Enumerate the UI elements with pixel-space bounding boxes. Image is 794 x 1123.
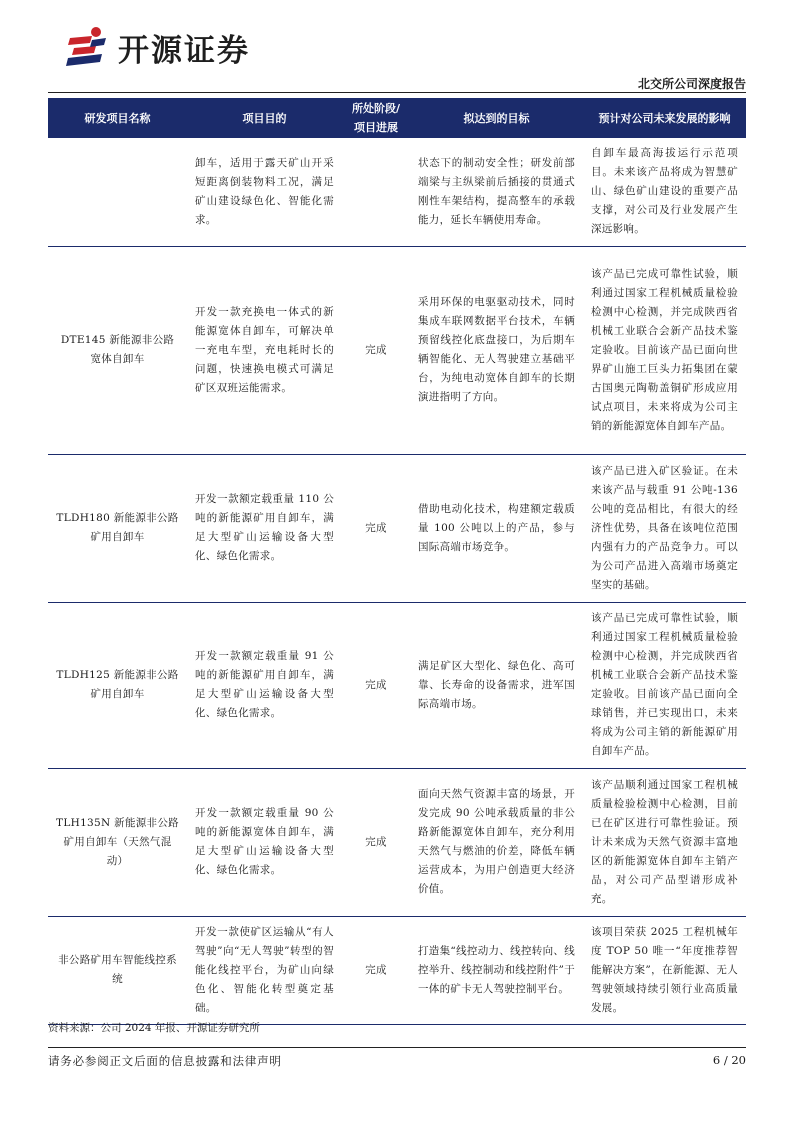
column-header: 研发项目名称	[48, 98, 187, 138]
cell-purpose: 开发一款额定载重量 91 公吨的新能源矿用自卸车，满足大型矿山运输设备大型化、绿色化需求。	[187, 602, 342, 768]
table-row	[48, 916, 746, 1024]
cell-stage: 完成	[342, 246, 410, 454]
cell-name: TLDH125 新能源非公路矿用自卸车	[48, 602, 187, 768]
cell-goal: 打造集“线控动力、线控转向、线控举升、线控制动和线控附件”于一体的矿卡无人驾驶控制平台。	[410, 916, 583, 1024]
column-header: 项目目的	[187, 98, 342, 138]
stage-header-line2: 项目进展	[354, 121, 398, 134]
cell-goal: 面向天然气资源丰富的场景，开发完成 90 公吨承载质量的非公路新能源宽体自卸车，充分利用天然气与燃油的价差，降低车辆运营成本，为用户创造更大经济价值。	[410, 768, 583, 916]
table-row	[48, 768, 746, 916]
table-row	[48, 602, 746, 768]
table-row	[48, 246, 746, 454]
cell-stage: 完成	[342, 454, 410, 602]
report-type: 北交所公司深度报告	[637, 77, 746, 91]
footer-disclaimer: 请务必参阅正文后面的信息披露和法律声明	[48, 1054, 282, 1068]
cell-impact: 该产品顺利通过国家工程机械质量检验检测中心检测，目前已在矿区进行可靠性验证。预计未来成为天然气资源丰富地区的新能源宽体自卸车主销产品，对公司产品型谱形成补充。	[583, 768, 746, 916]
cell-impact: 该产品已完成可靠性试验，顺利通过国家工程机械质量检验检测中心检测，并完成陕西省机械工业联合会新产品技术鉴定验收。目前该产品已面向全球销售，并已实现出口，未来将成为公司主销的新能源矿用自卸车产品。	[583, 602, 746, 768]
cell-purpose: 开发一款额定载重量 110 公吨的新能源矿用自卸车，满足大型矿山运输设备大型化、绿色化需求。	[187, 454, 342, 602]
column-header: 预计对公司未来发展的影响	[583, 98, 746, 138]
table-row	[48, 454, 746, 602]
footer-divider	[48, 1047, 746, 1048]
stage-header-line1: 所处阶段/	[351, 102, 401, 115]
column-header: 拟达到的目标	[410, 98, 583, 138]
cell-purpose: 开发一款充换电一体式的新能源宽体自卸车，可解决单一充电车型，充电耗时长的问题，快速换电模式可满足矿区双班运能需求。	[187, 246, 342, 454]
table-header-row	[48, 98, 746, 138]
cell-purpose: 开发一款额定载重量 90 公吨的新能源宽体自卸车，满足大型矿山运输设备大型化、绿色化需求。	[187, 768, 342, 916]
cell-name: TLDH180 新能源非公路矿用自卸车	[48, 454, 187, 602]
page-number: 6 / 20	[712, 1053, 746, 1067]
brand-name: 开源证券	[118, 32, 250, 69]
cell-goal: 借助电动化技术，构建额定载质量 100 公吨以上的产品，参与国际高端市场竞争。	[410, 454, 583, 602]
column-header	[342, 98, 410, 138]
cell-name: DTE145 新能源非公路宽体自卸车	[48, 246, 187, 454]
cell-goal: 采用环保的电驱驱动技术，同时集成车联网数据平台技术，车辆预留线控化底盘接口，为后期车辆智能化、无人驾驶建立基础平台，为纯电动宽体自卸车的长期演进指明了方向。	[410, 246, 583, 454]
cell-impact: 该项目荣获 2025 工程机械年度 TOP 50 唯一“年度推荐智能解决方案”，在新能源、无人驾驶领域持续引领行业高质量发展。	[583, 916, 746, 1024]
cell-stage	[342, 138, 410, 246]
cell-name: TLH135N 新能源非公路矿用自卸车（天然气混动）	[48, 768, 187, 916]
cell-impact: 该产品已完成可靠性试验，顺利通过国家工程机械质量检验检测中心检测，并完成陕西省机械工业联合会新产品技术鉴定验收。目前该产品已面向世界矿山施工巨头力拓集团在蒙古国奥元陶勒盖铜矿形成应用试点项目，未来将成为公司主销的新能源宽体自卸车产品。	[583, 246, 746, 454]
table-row	[48, 138, 746, 246]
logo-icon	[62, 26, 112, 68]
header-divider	[48, 92, 746, 93]
cell-purpose: 开发一款使矿区运输从“有人驾驶”向“无人驾驶”转型的智能化线控平台，为矿山向绿色化、智能化转型奠定基础。	[187, 916, 342, 1024]
cell-purpose: 卸车，适用于露天矿山开采短距离倒装物料工况，满足矿山建设绿色化、智能化需求。	[187, 138, 342, 246]
cell-goal: 满足矿区大型化、绿色化、高可靠、长寿命的设备需求，进军国际高端市场。	[410, 602, 583, 768]
cell-impact: 自卸车最高海拔运行示范项目。未来该产品将成为智慧矿山、绿色矿山建设的重要产品支撑，对公司及行业发展产生深远影响。	[583, 138, 746, 246]
cell-name: 非公路矿用车智能线控系统	[48, 916, 187, 1024]
cell-name	[48, 138, 187, 246]
cell-goal: 状态下的制动安全性；研发前部端梁与主纵梁前后插接的贯通式刚性车架结构，提高整车的承载能力，延长车辆使用寿命。	[410, 138, 583, 246]
cell-stage: 完成	[342, 768, 410, 916]
cell-impact: 该产品已进入矿区验证。在未来该产品与载重 91 公吨-136 公吨的竞品相比，有很大的经济性优势，具备在该吨位范围内强有力的产品竞争力。可以为公司产品进入高端市场奠定坚实的基础。	[583, 454, 746, 602]
source-note: 资料来源：公司 2024 年报、开源证券研究所	[48, 1022, 260, 1034]
brand-logo	[62, 24, 250, 70]
rd-projects-table	[48, 98, 746, 1025]
cell-stage: 完成	[342, 916, 410, 1024]
cell-stage: 完成	[342, 602, 410, 768]
